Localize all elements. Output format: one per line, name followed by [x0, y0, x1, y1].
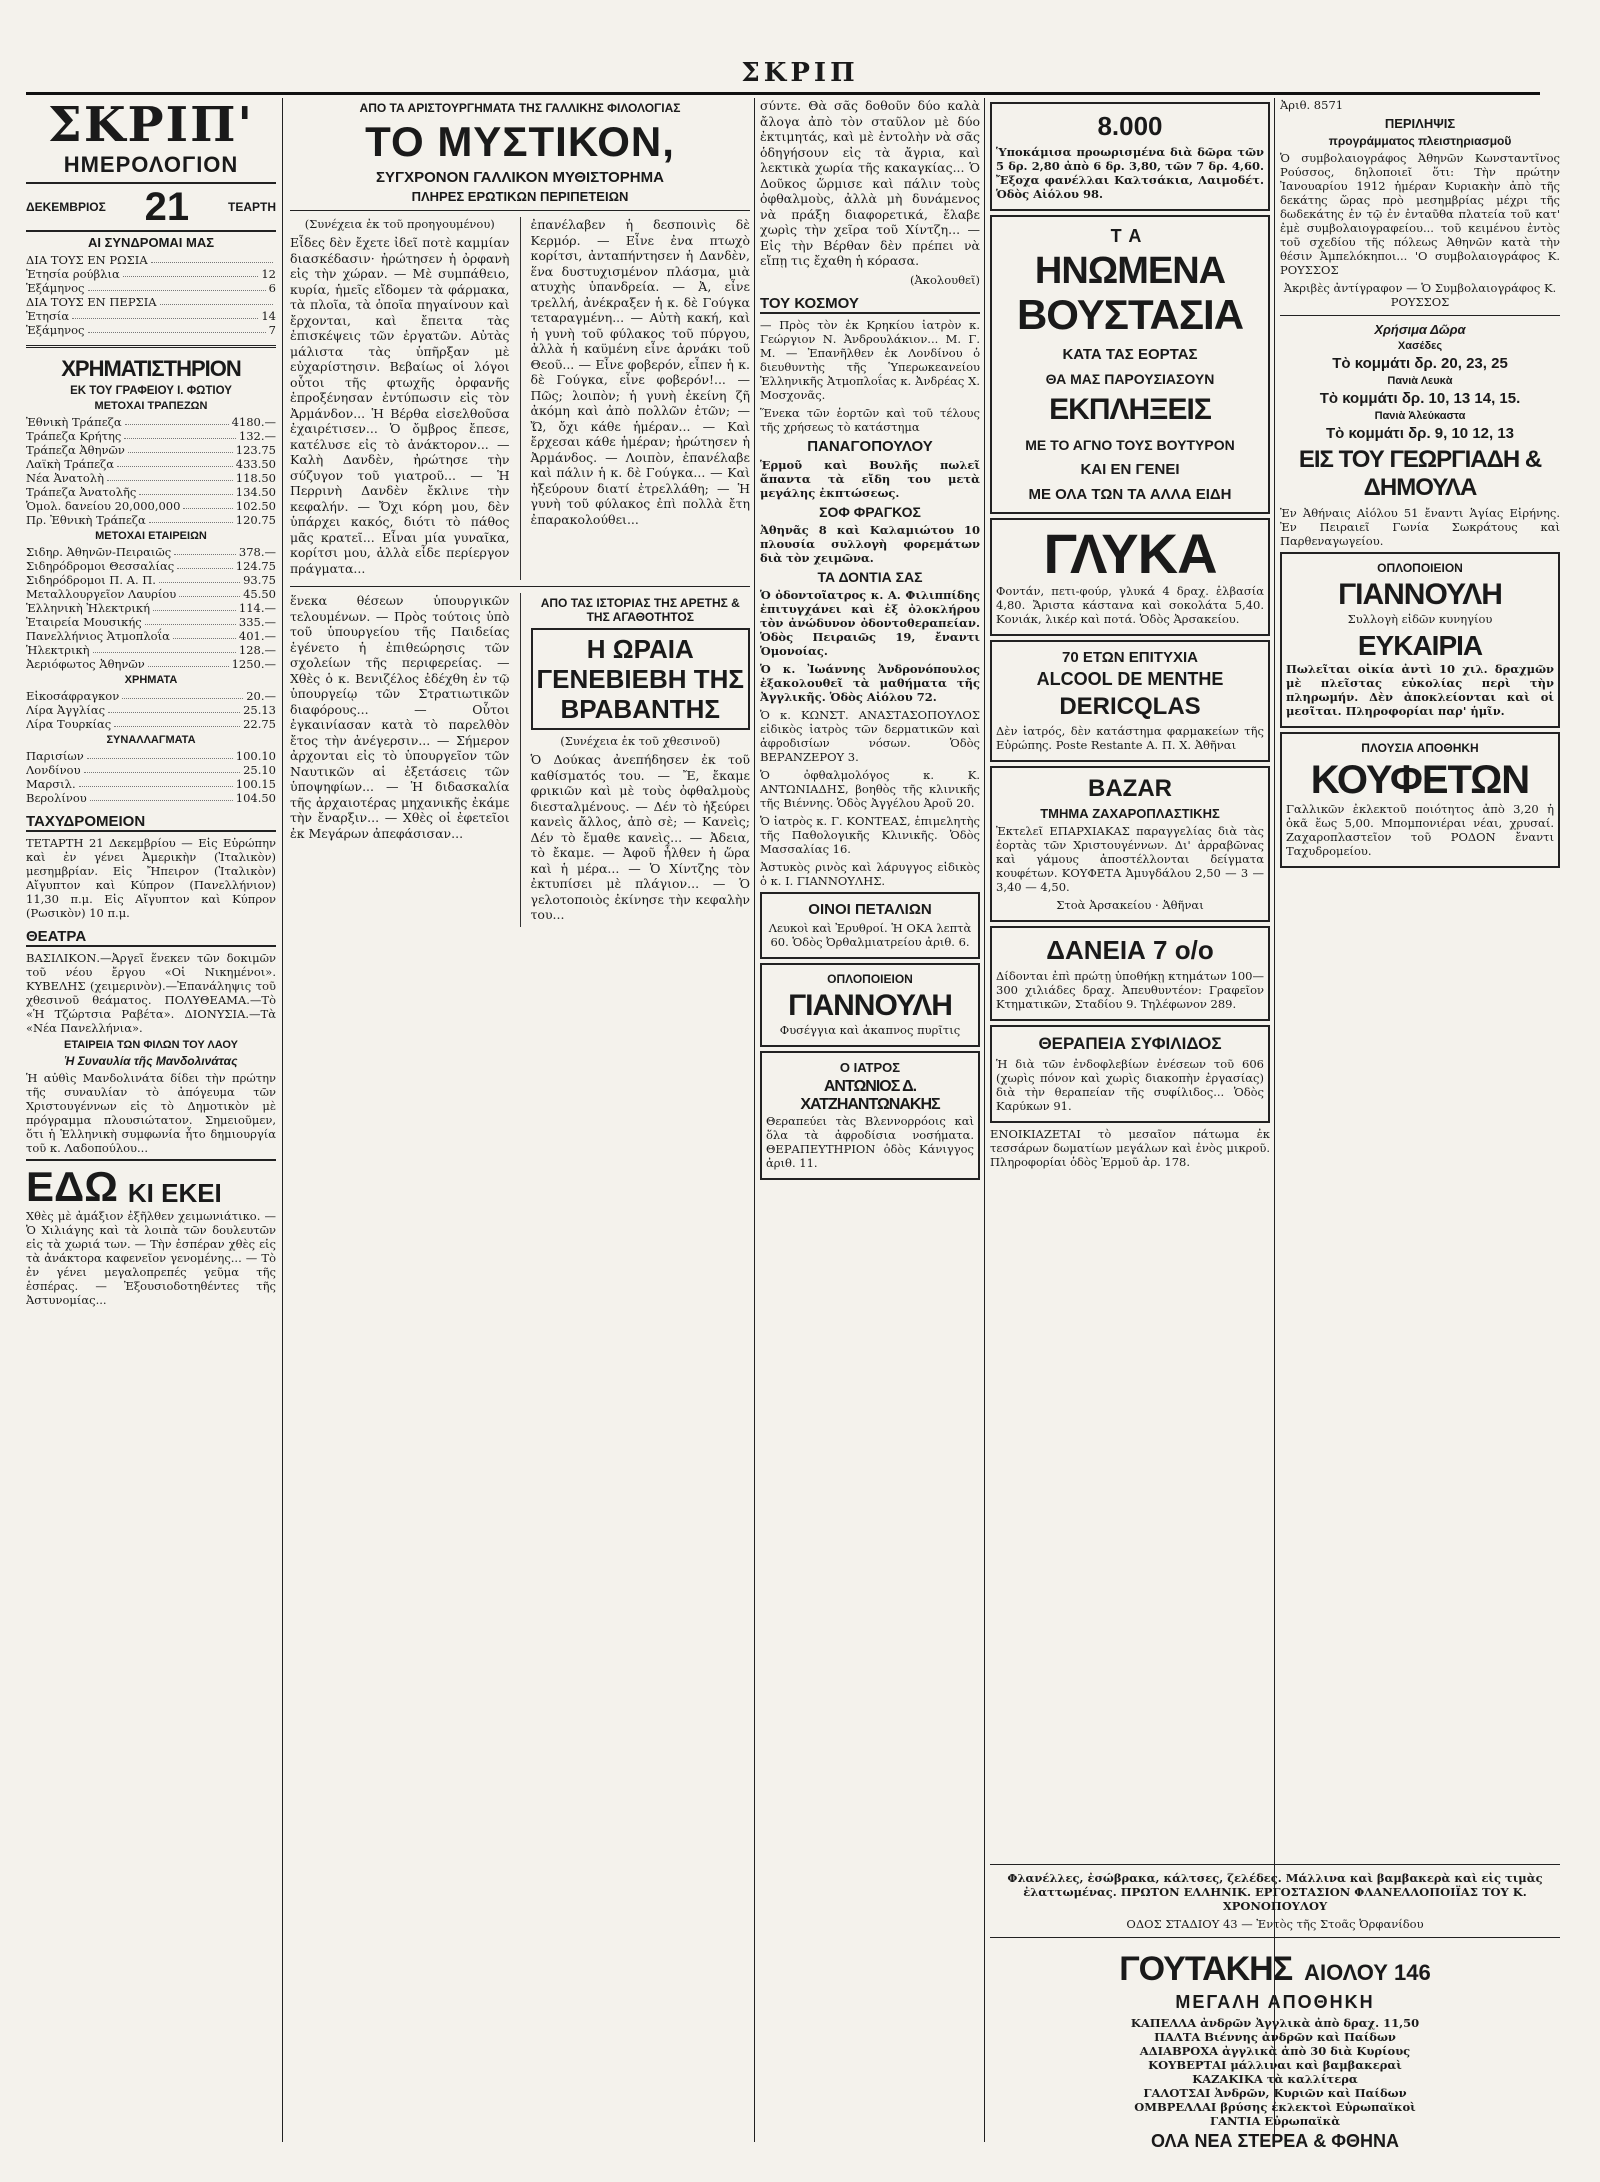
- ad-gunshop-name: ΓΙΑΝΝΟΥΛΗ: [788, 988, 952, 1022]
- wide-ad-goutakis-sub: ΜΕΓΑΛΗ ΑΠΟΘΗΚΗ: [1175, 1992, 1375, 2012]
- ad-sweets-box: [990, 518, 1270, 636]
- wide-ad-goutakis: [990, 1950, 1560, 2155]
- leader-dots: [117, 457, 233, 467]
- subscriptions-list: [26, 253, 276, 337]
- table-row: [26, 703, 276, 717]
- gifts-line-3: Πανιὰ Λευκὰ: [1387, 375, 1453, 387]
- story-title: Η ΩΡΑΙΑ ΓΕΝΕΒΙΕΒΗ ΤΗΣ ΒΡΑΒΑΝΤΗΣ: [536, 634, 744, 724]
- ad-dairies-ta: ΤΑ: [1110, 226, 1150, 246]
- row-value: 25.10: [243, 763, 276, 777]
- row-value: 93.75: [243, 573, 276, 587]
- serial-left-text: Εἶδες δὲν ἔχετε ἰδεῖ ποτὲ καμμίαν διασκέδασιν· ἠρώτησεν ἡ ὀρφανὴ εἰς τὴν χώραν. — Μὲ συμπάθειο, κυρία, ἡμεῖς εἴδομεν τὰ φάρμακα, τὰ πλοῖα, τὰ ὁποῖα πηγαίνουν καὶ ἔρχονται, καὶ ἔπειτα τὰς ἐπισκέψεις τῶν ἐργατῶν. Αὐτὰς μάλιστα τὰς ὑπῆρξαν μὲ εὐχαρίστησιν. Βεβαίως οἱ λόγοι οὗτοι τῆς φτωχῆς ὀρφανῆς ἐπροξένησαν ἐντύπωσιν εἰς τὸν Ἀρμάνδον... Ἡ Βέρθα εἰσελθοῦσα ἐχαιρέτισεν... Ὁ ὄμβρος ἔπεσε, κατέλυσε εἰς τὸ ἀνάκτορον... — Καλὴ Δανδὲν, ἠρώτησε τὴν σύζυγον τοῦ γιατροῦ... — Ἡ Περρινὴ Δανδὲν ἔκλινε τὴν κεφαλήν. — Ὄχι κόρη μου, δὲν ὑπάρχει κακός, διότι τὸ πάθος μᾶς κρατεῖ... Εἶναι μία γυναῖκα, κορίτσι μου, ἀλλὰ εἶδε περίεργον πράγματα...: [290, 235, 510, 576]
- notice-number: Ἀριθ. 8571: [1280, 98, 1344, 112]
- leader-dots: [79, 777, 233, 787]
- etaireia-heading: ΕΤΑΙΡΕΙΑ ΤΩΝ ΦΙΛΩΝ ΤΟΥ ΛΑΟΥ: [64, 1039, 238, 1051]
- row-label: Λίρα Τουρκίας: [26, 717, 112, 731]
- row-value: 4180.—: [231, 415, 276, 429]
- wide-ad-flannel-address: ΟΔΟΣ ΣΤΑΔΙΟΥ 43 — Ἐντὸς τῆς Στοᾶς Ὀρφανίδου: [1126, 1917, 1424, 1931]
- row-value: 132.—: [238, 429, 276, 443]
- list-item: ΑΔΙΑΒΡΟΧΑ ἀγγλικὰ ἀπὸ 30 διὰ Κυρίους: [1139, 2044, 1411, 2058]
- column-news-ads: [760, 98, 980, 2152]
- row-value: 335.—: [238, 615, 276, 629]
- row-label: Ἐθνικὴ Τράπεζα: [26, 415, 122, 429]
- notice-subtitle: προγράμματος πλειστηριασμοῦ: [1328, 134, 1512, 148]
- wide-ad-flannel: [990, 1858, 1560, 1944]
- column-rule: [984, 98, 985, 2142]
- leader-dots: [122, 689, 243, 699]
- leader-dots: [72, 309, 258, 319]
- ad-doctor-box: [760, 1051, 980, 1180]
- row-label: Μεταλλουργεῖον Λαυρίου: [26, 587, 177, 601]
- ad-menthe-text: Δὲν ἰατρός, δὲν κατάστημα φαρμακείων τῆς Εὐρώπης. Poste Restante Α. Π. Χ. Ἀθῆναι: [996, 724, 1264, 752]
- gifts-line-6: Τὸ κομμάτι δρ. 9, 10 12, 13: [1325, 425, 1515, 442]
- list-item: ΚΑΖΑΚΙΚΑ τὰ καλλίτερα: [1192, 2072, 1358, 2086]
- world-title: ΤΟΥ ΚΟΣΜΟΥ: [760, 295, 980, 314]
- table-row: [26, 629, 276, 643]
- row-value: 20.—: [246, 689, 276, 703]
- ad-bazar-text: Ἐκτελεῖ ΕΠΑΡΧΙΑΚΑΣ παραγγελίας διὰ τὰς ἑορτὰς τῶν Χριστουγέννων. Δι' ἀρραβῶνας καὶ γάμους ἀποστέλλονται δείγματα κουφέτων. ΚΟΥΦΕΤΑ Ἀμυγδάλου 2,50 — 3 — 3,40 — 4,50.: [996, 824, 1264, 894]
- leader-dots: [153, 601, 236, 611]
- row-value: 12: [261, 267, 276, 281]
- serial-subtitle: ΣΥΓΧΡΟΝΟΝ ΓΑΛΛΙΚΟΝ ΜΥΘΙΣΤΟΡΗΜΑ: [376, 169, 664, 186]
- leader-dots: [128, 443, 233, 453]
- list-item: ΓΑΛΟΤΣΑΙ Ἀνδρῶν, Κυριῶν καὶ Παίδων: [1143, 2086, 1407, 2100]
- leader-dots: [84, 763, 241, 773]
- table-row: [26, 253, 276, 267]
- divider: [990, 1937, 1560, 1938]
- ad-antoniadis: Ὁ ὀφθαλμολόγος κ. Κ. ΑΝΤΩΝΙΑΔΗΣ, βοηθὸς τῆς κλινικῆς τῆς Βιέννης. Ὁδὸς Ἀγγέλου Ἀροῦ 20.: [760, 767, 980, 810]
- gifts-line-2: Τὸ κομμάτι δρ. 20, 23, 25: [1332, 355, 1508, 372]
- leader-dots: [160, 295, 273, 305]
- ad-konteas: Ὁ ἰατρὸς κ. Γ. ΚΟΝΤΕΑΣ, ἐπιμελητὴς τῆς Παθολογικῆς Κλινικῆς. Ὁδὸς Μασσαλίας 16.: [760, 813, 980, 856]
- ad-wine-text: Λευκοὶ καὶ Ἐρυθροί. Ἡ ΟΚΑ λεπτὰ 60. Ὁδὸς Ὀρθαλμιατρείου ἀριθ. 6.: [768, 920, 972, 949]
- row-value: 124.75: [235, 559, 276, 573]
- row-label: Σιδηρόδρομοι Θεσσαλίας: [26, 559, 175, 573]
- wide-ad-goutakis-footer: ΟΛΑ ΝΕΑ ΣΤΕΡΕΑ & ΦΘΗΝΑ: [1150, 2131, 1400, 2151]
- ad-gunshop2-sub: Συλλογὴ εἰδῶν κυνηγίου: [1347, 612, 1493, 626]
- ad-opportunity-text: Πωλεῖται οἰκία ἀντὶ 10 χιλ. δραχμῶν μὲ πλεῖστας εὐκολίας περὶ τὴν πληρωμήν. Δὲν ἀποκλείονται καὶ οἱ μεσῖται. Πληροφορίαι παρ' ἡμῖν.: [1286, 662, 1554, 718]
- leader-dots: [149, 513, 233, 523]
- news-text: ἕνεκα θέσεων ὑπουργικῶν τελουμένων. — Πρὸς τούτοις ὑπὸ τοῦ ὑπουργείου τῆς Παιδείας ἐγένετο ἡ ἐπιθεώρησις τῶν σχολείων τῆς περιφερείας. — Χθὲς ὁ κ. Βενιζέλος ἐδέχθη ἐν τῷ ὑπουργείῳ τῶν Στρατιωτικῶν διαφόρους... — Οὗτοι ἐγκαινίασαν κατὰ τὸ παρελθὸν ἔτος τὴν ἀνέγερσιν... — Σήμερον ἀρχονται εἰς τὸ ὑπουργεῖον τῶν Ναυτικῶν αἱ ἐξετάσεις τῶν ὑποψηφίων... — Ἡ διδασκαλία τῆς ἀρχαιοτέρας μηχανικῆς ἐκάμε τὴν ἔναρξιν... — Χθὲς οἱ ἐφετεῖοι ἐκ Μεγάρων ἀπεφάσισαν...: [290, 593, 510, 841]
- ad-menthe-title: 70 ΕΤΩΝ ΕΠΙΤΥΧΙΑ: [1062, 649, 1198, 666]
- row-value: 1250.—: [231, 657, 276, 671]
- edo-heading: ΕΔΩ: [26, 1163, 118, 1210]
- ad-loans-box: [990, 926, 1270, 1021]
- story-continuation: (Συνέχεια ἐκ τοῦ χθεσινοῦ): [560, 734, 721, 748]
- serial-right-text: ἐπανέλαβεν ἡ δεσποινὶς δὲ Κερμόρ. — Εἶνε ἐνα πτωχὸ κορίτσι, ἀνταπήντησεν ἡ Δανδὲν, ἕνα δυστυχισμένον πλάσμα, μιὰ ατυχὴς ὑπανδρεία. — Ἀ, εἶνε τρελλή, ἀνέκραξεν ἡ κ. δὲ Γούγκα τεταραγμένη... — Αὐτὴ κακή, καὶ ἡ γυνὴ τοῦ φύλακος τοῦ πύργου, ἀλλὰ ἡ καϋμένη εἶνε ἀρνάκι τοῦ Θεοῦ... — Εἶνε φοβερόν, εἶπεν ἡ κ. δὲ Γούγκα, εἶνε φοβερόν!... — Πῶς; λοιπὸν; ἡ γυνὴ ἐκείνη ζῆ ἀκόμη καὶ ἀπὸ πολλῶν ἐτῶν; — Ὤ, ὄχι κάθε ἡμέραν... — Καὶ ἔρχεσαι κάθε ἡμέραν; ἠρώτησεν ἡ Ἀρμάνδος. — Λοιπὸν, ἐπανέλαβε καὶ πάλιν ἡ κ. δὲ Γούγκα... — Καὶ ἠξεύρουν διατί ἐτρελλάθη; — Ἡ γυνὴ τοῦ φύλακος ἐπὶ πολλὰ ἔτη ἐπαρακολούθει...: [530, 217, 750, 527]
- calendar-day: 21: [144, 185, 190, 229]
- leader-dots: [114, 717, 240, 727]
- leader-dots: [148, 657, 229, 667]
- row-label: Τράπεζα Ἀθηνῶν: [26, 443, 125, 457]
- ad-loans-title: ΔΑΝΕΙΑ 7 ο/ο: [1046, 935, 1214, 965]
- table-row: [26, 309, 276, 323]
- row-label: Πρ. Ἐθνικὴ Τράπεζα: [26, 513, 146, 527]
- banks-title: ΜΕΤΟΧΑΙ ΤΡΑΠΕΖΩΝ: [94, 400, 208, 412]
- ad-panagopoulou-text: Ἑρμοῦ καὶ Βουλῆς πωλεῖ ἅπαντα τὰ εἴδη του μετὰ μεγάλης ἐκπτώσεως.: [760, 457, 980, 500]
- row-label: ΔΙΑ ΤΟΥΣ ΕΝ ΠΕΡΣΙΑ: [26, 295, 157, 309]
- ad-koufeta-title: ΠΛΟΥΣΙΑ ΑΠΟΘΗΚΗ: [1361, 741, 1479, 755]
- table-row: [26, 559, 276, 573]
- row-label: Ἑξάμηνος: [26, 281, 85, 295]
- table-row: [26, 777, 276, 791]
- table-row: [26, 457, 276, 471]
- table-row: [26, 545, 276, 559]
- table-row: [26, 499, 276, 513]
- leader-dots: [88, 281, 266, 291]
- ad-gunshop2-title: ΟΠΛΟΠΟΙΕΙΟΝ: [1377, 561, 1463, 575]
- notice-text: Ὁ συμβολαιογράφος Ἀθηνῶν Κωνσταντῖνος Ρούσσος, δηλοποιεῖ ὅτι: Τὴν πρώτην Ἰανουαρίου 1912 ἡμέραν Κυριακὴν ἀπὸ τῆς δεκάτης ὥρας πρὸ μεσημβρίας μέχρι τῆς δωδεκάτης ἐν τῷ ἐν ἐνταῦθα πλατεία τοῦ κατ' ἐμὲ συμβολαιογραφείου... τοῦ κειμένου ἐντὸς τοῦ σχεδίου τῆς πόλεως Ἀθηνῶν κατὰ τὴν θέσιν Ἀμπελόκηποι... 'Ο συμβολαιογράφος Κ. ΡΟΥΣΣΟΣ: [1280, 151, 1560, 277]
- ad-doctor-name: ΑΝΤΩΝΙΟΣ Δ. ΧΑΤΖΗΑΝΤΩΝΑΚΗΣ: [800, 1077, 940, 1113]
- table-row: [26, 791, 276, 805]
- row-label: Νέα Ἀνατολὴ: [26, 471, 104, 485]
- column-notices: [1280, 98, 1560, 1852]
- row-value: 25.13: [243, 703, 276, 717]
- row-value: 14: [261, 309, 276, 323]
- column-rule: [754, 98, 755, 2142]
- leader-dots: [108, 703, 240, 713]
- gifts-address: Ἐν Ἀθήναις Αἰόλου 51 ἔναντι Ἁγίας Εἰρήνης. Ἐν Πειραιεῖ Γωνία Σωκράτους καὶ Παρθεναγωγείου.: [1280, 506, 1560, 548]
- row-value: 45.50: [243, 587, 276, 601]
- row-label: Πανελλήνιος Ἀτμοπλοΐα: [26, 629, 170, 643]
- ad-dairies-title-2: ΒΟΥΣΤΑΣΙΑ: [1016, 291, 1244, 338]
- row-value: 120.75: [235, 513, 276, 527]
- row-value: 378.—: [238, 545, 276, 559]
- banks-list: [26, 415, 276, 527]
- table-row: [26, 689, 276, 703]
- row-value: 6: [268, 281, 276, 295]
- ad-gunshop2-name: ΓΙΑΝΝΟΥΛΗ: [1338, 578, 1502, 611]
- gifts-line-5: Πανιὰ Ἀλεύκαστα: [1374, 410, 1466, 422]
- table-row: [26, 323, 276, 337]
- row-label: ΔΙΑ ΤΟΥΣ ΕΝ ΡΩΣΙΑ: [26, 253, 148, 267]
- ad-panagopoulou-intro: Ἕνεκα τῶν ἑορτῶν καὶ τοῦ τέλους τῆς χρήσεως τὸ κατάστημα: [760, 405, 980, 434]
- row-value: 433.50: [235, 457, 276, 471]
- table-row: [26, 471, 276, 485]
- coins-list: [26, 689, 276, 731]
- ad-shirts-text: Ὑποκάμισα προωρισμένα διὰ δῶρα τῶν 5 δρ. 2,80 ἀπὸ 6 δρ. 3,80, τῶν 7 δρ. 4,60. Ἔξοχα φανέλλαι Καλτσάκια, Λαιμοδέτ. Ὁδὸς Αἰόλου 98.: [996, 145, 1264, 201]
- table-row: [26, 749, 276, 763]
- table-row: [26, 513, 276, 527]
- ad-syphilis-text: Ἡ διὰ τῶν ἐνδοφλεβίων ἐνέσεων τοῦ 606 (χωρὶς πόνον καὶ χωρὶς διακοπὴν ἐργασίας) διὰ τὴν θεραπείαν τῆς συφίλιδος... Ὁδὸς Καρύκων 91.: [996, 1057, 1264, 1113]
- row-value: 100.15: [235, 777, 276, 791]
- gifts-line-4: Τὸ κομμάτι δρ. 10, 13 14, 15.: [1319, 390, 1521, 407]
- divider: [1280, 315, 1560, 316]
- wide-ad-goutakis-title: ΓΟΥΤΑΚΗΣ: [1119, 1950, 1293, 1988]
- list-item: ΠΑΛΤΑ Βιέννης ἀνδρῶν καὶ Παίδων: [1154, 2030, 1396, 2044]
- column-rule: [282, 98, 283, 2142]
- edo-text: Χθὲς μὲ ἀμάξιον ἐξῆλθεν χειμωνιάτικο. — Ὁ Χιλιάγης καὶ τὰ λοιπὰ τῶν δουλευτῶν εἰς τὰ χωριά των. — Τὴν ἐσπέραν χθὲς εἰς τὰ ἀνάκτορα καφενεῖον γενομένης... — Τὸ ἐν γένει μεγαλοπρεπές γεῦμα τῆς ἑσπέρας. — Ἐξουσιοδοτηθέντες τῆς Ἀστυνομίας...: [26, 1209, 276, 1307]
- row-label: Ἐταιρεία Μουσικής: [26, 615, 142, 629]
- ad-shirts-big: 8.000: [1097, 111, 1163, 141]
- column-calendar: [26, 98, 276, 2152]
- row-label: Τράπεζα Κρήτης: [26, 429, 122, 443]
- ad-koufeta-box: [1280, 732, 1560, 868]
- ad-loans-text: Δίδονται ἐπὶ πρώτῃ ὑποθήκῃ κτημάτων 100—300 χιλιάδες δραχ. Ἀπευθυντέον: Γραφεῖον Κτηματικῶν, Σταδίου 9. Τηλέφωνον 289.: [996, 969, 1264, 1011]
- calendar-month: ΔΕΚΕΜΒΡΙΟΣ: [26, 200, 106, 214]
- serial-subtitle-2: ΠΛΗΡΕΣ ΕΡΩΤΙΚΩΝ ΠΕΡΙΠΕΤΕΙΩΝ: [411, 189, 629, 204]
- table-row: [26, 587, 276, 601]
- ad-shirts-box: [990, 102, 1270, 211]
- row-value: 100.10: [235, 749, 276, 763]
- table-row: [26, 429, 276, 443]
- column-serial: [290, 98, 750, 2152]
- ad-dairies-box: [990, 215, 1270, 514]
- serial-continuation: (Συνέχεια ἐκ τοῦ προηγουμένου): [304, 217, 495, 231]
- table-row: [26, 267, 276, 281]
- subscriptions-title: ΑΙ ΣΥΝΔΡΟΜΑΙ ΜΑΣ: [87, 235, 215, 250]
- ad-sweets-title: ΓΛΥΚΑ: [1043, 522, 1217, 585]
- table-row: [26, 657, 276, 671]
- serial-end-text: σύντε. Θὰ σᾶς δοθοῦν δύο καλὰ ἄλογα ἀπὸ τὸν σταῦλον μὲ δύο ἐκτιμητάς, καὶ μὲ ἐντολὴν νὰ σᾶς ὁδηγήσουν εἰς τὰ ἄγρια, καὶ λεκτικὰ χωρία τῆς κακαγκίας... Ὁ Δοῦκος ὥρμισε καὶ πάλιν τοὺς ὀφθαλμοὺς, ἀλλὰ μὴ δυνάμενος νὰ πράξη διαφορετικά, ἔλαβε χωρὶς τὴν χεῖρα τοῦ Χίντζη... — Εἰς τὴν Βέρθαν δὲν πρέπει νὰ εἴπῃ τις ἔχαθη ἡ κόρασα.: [760, 98, 980, 268]
- leader-dots: [87, 749, 233, 759]
- leader-dots: [139, 485, 232, 495]
- notice-signature: Ἀκριβὲς ἀντίγραφον — Ὁ Συμβολαιογράφος Κ. ΡΟΥΣΣΟΣ: [1283, 281, 1557, 309]
- ad-dairies-title-1: ΗΝΩΜΕΝΑ: [1034, 250, 1226, 292]
- ad-dairies-line-3: ΕΚΠΛΗΞΕΙΣ: [1049, 393, 1211, 426]
- row-label: Ἀεριόφωτος Ἀθηνῶν: [26, 657, 145, 671]
- column-rule: [1274, 98, 1275, 2142]
- ad-dairies-line-1: ΚΑΤΑ ΤΑΣ ΕΟΡΤΑΣ: [1062, 346, 1198, 363]
- ad-andronopoulos: Ὁ κ. Ἰωάννης Ἀνδρονόπουλος ἐξακολουθεῖ τὰ μαθήματα τῆς Ἀγγλικῆς. Ὁδὸς Αἰόλου 72.: [760, 661, 980, 704]
- row-label: Παρισίων: [26, 749, 84, 763]
- row-label: Βερολίνου: [26, 791, 87, 805]
- row-label: Λίρα Ἀγγλίας: [26, 703, 106, 717]
- leader-dots: [179, 587, 240, 597]
- row-label: Τράπεζα Ἀνατολῆς: [26, 485, 137, 499]
- ad-dairies-line-2: ΘΑ ΜΑΣ ΠΑΡΟΥΣΙΑΣΟΥΝ: [1045, 371, 1215, 387]
- row-value: 22.75: [243, 717, 276, 731]
- row-label: Λαϊκὴ Τράπεζα: [26, 457, 115, 471]
- leader-dots: [183, 499, 232, 509]
- table-row: [26, 281, 276, 295]
- companies-title: ΜΕΤΟΧΑΙ ΕΤΑΙΡΕΙΩΝ: [95, 530, 207, 542]
- ad-gunshop-title: ΟΠΛΟΠΟΙΕΙΟΝ: [827, 971, 913, 986]
- wide-ad-goutakis-address: ΑΙΟΛΟΥ 146: [1304, 1960, 1431, 1985]
- post-title: ΤΑΧΥΔΡΟΜΕΙΟΝ: [26, 813, 276, 832]
- row-value: 102.50: [235, 499, 276, 513]
- leader-dots: [88, 323, 266, 333]
- ad-gunshop-sub: Φυσέγγια καὶ ἀκαπνος πυρῖτις: [779, 1022, 961, 1037]
- gifts-shop: ΕΙΣ ΤΟΥ ΓΕΩΡΓΙΑΔΗ & ΔΗΜΟΥΛΑ: [1298, 446, 1542, 501]
- row-label: Σιδηρ. Ἀθηνῶν-Πειραιῶς: [26, 545, 172, 559]
- list-item: ΚΑΠΕΛΛΑ ἀνδρῶν Ἀγγλικὰ ἀπὸ δραχ. 11,50: [1130, 2016, 1420, 2030]
- ekei-heading: ΚΙ ΕΚΕΙ: [127, 1178, 222, 1208]
- world-text: — Πρὸς τὸν ἐκ Κρηκίου ἰατρὸν κ. Γεώργιον Ν. Ἀνδρουλάκιον... Μ. Γ. Μ. — Ἐπανῆλθεν ἐκ Λονδίνου ὁ διευθυντὴς τῆς Ὑπερωκεανείου Ἑλληνικῆς Ἀτμοπλοΐας κ. Ἀνδρέας Χ. Μοσχονᾶς.: [760, 317, 980, 402]
- divider: [290, 586, 750, 587]
- ad-sweets-text: Φοντάν, πετι-φούρ, γλυκά 4 δραχ. ἑλβασία 4,80. Ἄριστα κάστανα καὶ σοκολάτα 5,40. Κονιάκ, λικέρ καὶ ποτά. Ὁδὸς Ἀρσακείου.: [996, 584, 1264, 626]
- ad-menthe-brand: DERICQLAS: [1059, 693, 1201, 720]
- notice-title: ΠΕΡΙΛΗΨΙΣ: [1384, 116, 1456, 131]
- synavlia-text: Ἡ αὐθὶς Μανδολινάτα δίδει τὴν πρώτην τῆς συναυλίαν τὸ ἀπόγευμα τῶν Χριστουγέννων εἰς τὸ Δημοτικὸν μὲ πρόγραμμα πλουσιώτατον. Σημειοῦμεν, ὅτι ἡ Ἑλληνικὴ συμφωνία ἦτο δημιουργία τοῦ κ. Λαδοπούλου...: [26, 1071, 276, 1155]
- leader-dots: [125, 415, 229, 425]
- coins-title: ΧΡΗΜΑΤΑ: [124, 674, 178, 686]
- row-label: Ἐτησία: [26, 309, 70, 323]
- ad-koufeta-text: Γαλλικῶν ἐκλεκτοῦ ποιότητος ἀπὸ 3,20 ἡ ὀκᾶ ἕως 5,00. Μπομπονιέραι νέαι, χρυσαί. Ζαχαροπλαστεῖον τοῦ ΡΟΔΟΝ ἔναντι Ταχυδρομείου.: [1286, 802, 1554, 858]
- ad-fragkos-text: Ἀθηνᾶς 8 καὶ Καλαμιώτου 10 πλουσία συλλογὴ φορεμάτων διὰ τὸν χειμῶνα.: [760, 522, 980, 565]
- companies-list: [26, 545, 276, 671]
- row-label: Ὁμολ. δανείου 20,000,000: [26, 499, 181, 513]
- leader-dots: [151, 253, 273, 263]
- row-value: 128.—: [238, 643, 276, 657]
- leader-dots: [174, 545, 236, 555]
- leader-dots: [145, 615, 236, 625]
- leader-dots: [107, 471, 233, 481]
- ad-fragkos-name: ΣΟΦ ΦΡΑΓΚΟΣ: [819, 503, 921, 520]
- ad-anastasopoulos: Ὁ κ. ΚΩΝΣΤ. ΑΝΑΣΤΑΣΟΠΟΥΛΟΣ εἰδικὸς ἰατρὸς τῶν δερματικῶν καὶ ἀφροδισίων νόσων. Ὁδὸς ΒΕΡΑΝΖΕΡΟΥ 3.: [760, 707, 980, 764]
- calendar-logo: ΣΚΡΙΠ': [47, 98, 255, 153]
- row-label: Μαρσιλ.: [26, 777, 76, 791]
- ad-gunshop-box: [760, 963, 980, 1047]
- gifts-title: Χρήσιμα Δῶρα: [1374, 322, 1466, 337]
- row-value: 114.—: [238, 601, 276, 615]
- synavlia-heading: Ἡ Συναυλία τῆς Μανδολινάτας: [64, 1054, 238, 1068]
- story-text: Ὁ Δούκας ἀνεπήδησεν ἐκ τοῦ καθίσματός του. — Ἔ, ἔκαμε φρικιῶν καὶ μὲ τοὺς ὀφθαλμοὺς διεσταλμένους. — Δέν τὸ ἠξεύρει κανεὶς ἄλλος, ἀπὸ σὲ; — Κανεὶς; Δέν τὸ ἔμαθε κανεὶς... — Ἀδεια, τὸ ἔκαμε. — Ἀφοῦ ἦλθεν ἡ ὥρα καὶ ἡ μέρα... — Ὁ Χίντζης τὸν ἐκτυπίσει μὲ πλάγιον... — Ὁ γελοτοποιὸς ἐκίνησε τὴν κεφαλὴν του...: [530, 752, 750, 922]
- exchange-subtitle: ΕΚ ΤΟΥ ΓΡΑΦΕΙΟΥ Ι. ΦΩΤΙΟΥ: [70, 385, 232, 397]
- ad-syphilis-title: ΘΕΡΑΠΕΙΑ ΣΥΦΙΛΙΔΟΣ: [1038, 1034, 1222, 1053]
- post-text: ΤΕΤΑΡΤΗ 21 Δεκεμβρίου — Εἰς Εὐρώπην καὶ ἐν γένει Ἀμερικὴν (Ἰταλικὸν) μεσημβρίαν. Εἰς Ἤπειρον (Ἰταλικὸν) Αἴγυπτον καὶ Κύπρον (Πανελλήνιον) 11,30 π.μ. Εἰς Αἴγυπτον καὶ Κύπρον (Ρωσικὸν) 10 π.μ.: [26, 836, 276, 920]
- leader-dots: [124, 429, 236, 439]
- ad-dairies-line-4: ΜΕ ΤΟ ΑΓΝΟ ΤΟΥΣ ΒΟΥΤΥΡΟΝ: [1025, 437, 1235, 453]
- table-row: [26, 763, 276, 777]
- divider: [290, 210, 750, 211]
- leader-dots: [173, 629, 236, 639]
- row-label: Ἡλεκτρικὴ: [26, 643, 90, 657]
- table-row: [26, 485, 276, 499]
- table-row: [26, 443, 276, 457]
- ad-bazar-address: Στοὰ Ἀρσακείου · Ἀθῆναι: [1056, 898, 1204, 912]
- row-label: Ἑλληνικὴ Ἠλεκτρική: [26, 601, 150, 615]
- serial-kicker: ΑΠΟ ΤΑ ΑΡΙΣΤΟΥΡΓΗΜΑΤΑ ΤΗΣ ΓΑΛΛΙΚΗΣ ΦΙΛΟΛΟΓΙΑΣ: [359, 101, 681, 115]
- ad-bazar-title: BAZAR: [1088, 775, 1172, 802]
- gifts-line-1: Χασέδες: [1397, 340, 1443, 352]
- column-ads: [990, 98, 1270, 1852]
- row-value: 123.75: [235, 443, 276, 457]
- calendar-weekday: ΤΕΑΡΤΗ: [228, 200, 276, 214]
- table-row: [26, 295, 276, 309]
- row-value: 401.—: [238, 629, 276, 643]
- list-item: ΓΑΝΤΙΑ Εὐρωπαϊκὰ: [1209, 2114, 1341, 2128]
- fx-list: [26, 749, 276, 805]
- theatre-title: ΘΕΑΤΡΑ: [26, 928, 276, 947]
- ad-syphilis-box: [990, 1025, 1270, 1123]
- serial-end-tail: (Ἀκολουθεῖ): [910, 272, 980, 287]
- divider: [26, 345, 276, 348]
- ad-doctor-text: Θεραπεύει τὰς Βλεννορρόοις καὶ ὅλα τὰ ἀφροδίσια νοσήματα. ΘΕΡΑΠΕΥΤΗΡΙΟΝ ὁδὸς Κάνιγγος ἀριθ. 11.: [766, 1113, 974, 1170]
- table-row: [26, 717, 276, 731]
- ad-rent-text: ΕΝΟΙΚΙΑΖΕΤΑΙ τὸ μεσαῖον πάτωμα ἐκ τεσσάρων δωματίων μεγάλων καὶ ἐνὸς μικροῦ. Πληροφορίαι ὁδὸς Ἐρμοῦ ἀρ. 178.: [990, 1127, 1270, 1169]
- exchange-title: ΧΡΗΜΑΤΙΣΤΗΡΙΟΝ: [61, 356, 241, 381]
- row-value: 104.50: [235, 791, 276, 805]
- ad-giannoulis-doc: Ἀστυκὸς ρινὸς καὶ λάρυγγος εἰδικὸς ὁ κ. Ι. ΓΙΑΝΝΟΥΛΗΣ.: [760, 859, 980, 888]
- table-row: [26, 415, 276, 429]
- calendar-subtitle: ΗΜΕΡΟΛΟΓΙΟΝ: [63, 152, 239, 177]
- story-title-box: [531, 628, 751, 730]
- row-label: Ἐτησία ρούβλια: [26, 267, 120, 281]
- top-rule: [26, 92, 1540, 95]
- list-item: ΚΟΥΒΕΡΤΑΙ μάλλιναι καὶ βαμβακεραὶ: [1148, 2058, 1402, 2072]
- divider: [990, 1864, 1560, 1865]
- ad-wine-box: [760, 892, 980, 959]
- masthead: ΣΚΡΙΠ: [741, 58, 859, 88]
- ad-opportunity-title: ΕΥΚΑΙΡΙΑ: [1357, 630, 1483, 661]
- row-label: Εἰκοσάφραγκον: [26, 689, 120, 703]
- ad-gunshop2-box: [1280, 552, 1560, 728]
- theatre-text: ΒΑΣΙΛΙΚΟΝ.—Ἀργεῖ ἕνεκεν τῶν δοκιμῶν τοῦ νέου ἔργου «Οἱ Νικημένοι». ΚΥΒΕΛΗΣ (χειμερινὸν).—Ἐπανάληψις τοῦ χθεσινοῦ θεάματος. ΠΟΛΥΘΕΑΜΑ.—Τὸ «Ἡ Τζώρτσια Ραβέτα». ΔΙΟΝΥΣΙΑ.—Τὰ «Νέα Πανελλήνια».: [26, 951, 276, 1035]
- fx-title: ΣΥΝΑΛΛΑΓΜΑΤΑ: [106, 734, 196, 746]
- table-row: [26, 615, 276, 629]
- wide-ad-flannel-text: Φλανέλλες, ἐσώβρακα, κάλτσες, ζελέδες. Μάλλινα καὶ βαμβακερὰ καὶ εἰς τιμὰς ἐλαττωμένας. ΠΡΩΤΟΝ ΕΛΛΗΝΙΚ. ΕΡΓΟΣΤΑΣΙΟΝ ΦΛΑΝΕΛΛΟΠΟΙΪΑΣ ΤΟΥ Κ. ΧΡΟΝΟΠΟΥΛΟΥ: [1007, 1871, 1543, 1913]
- table-row: [26, 643, 276, 657]
- ad-doctor-title: Ο ΙΑΤΡΟΣ: [839, 1059, 901, 1075]
- ad-panagopoulou-name: ΠΑΝΑΓΟΠΟΥΛΟΥ: [807, 437, 933, 455]
- row-value: 118.50: [235, 471, 276, 485]
- ad-teeth-title: ΤΑ ΔΟΝΤΙΑ ΣΑΣ: [817, 568, 923, 585]
- ad-bazar-box: [990, 766, 1270, 922]
- ad-bazar-sub: ΤΜΗΜΑ ΖΑΧΑΡΟΠΛΑΣΤΙΚΗΣ: [1040, 806, 1220, 821]
- leader-dots: [177, 559, 233, 569]
- table-row: [26, 601, 276, 615]
- leader-dots: [93, 643, 236, 653]
- leader-dots: [123, 267, 259, 277]
- serial-title: ΤΟ ΜΥΣΤΙΚΟΝ,: [365, 118, 675, 165]
- wide-ad-goutakis-items: [990, 2016, 1560, 2128]
- row-value: 7: [268, 323, 276, 337]
- table-row: [26, 573, 276, 587]
- story-kicker: ΑΠΟ ΤΑΣ ΙΣΤΟΡΙΑΣ ΤΗΣ ΑΡΕΤΗΣ & ΤΗΣ ΑΓΑΘΟΤΗΤΟΣ: [540, 596, 740, 624]
- row-label: Ἑξάμηνος: [26, 323, 85, 337]
- leader-dots: [159, 573, 240, 583]
- ad-teeth-text: Ὁ ὀδοντοῖατρος κ. Α. Φιλιππίδης ἐπιτυγχάνει καὶ ἐξ ὀλοκλήρου τὸν ἀνώδυνον ὀδοντοθεραπείαν. Ὁδὸς Πειραιῶς 19, ἔναντι Ὁμονοίας.: [760, 587, 980, 658]
- row-value: 134.50: [235, 485, 276, 499]
- ad-menthe-box: [990, 640, 1270, 762]
- ad-dairies-line-6: ΜΕ ΟΛΑ ΤΩΝ ΤΑ ΑΛΛΑ ΕΙΔΗ: [1028, 486, 1232, 503]
- ad-wine-title: ΟΙΝΟΙ ΠΕΤΑΛΙΩΝ: [808, 900, 932, 918]
- ad-koufeta-big: ΚΟΥΦΕΤΩΝ: [1310, 758, 1530, 802]
- row-label: Σιδηρόδρομοι Π. Α. Π.: [26, 573, 156, 587]
- list-item: ΟΜΒΡΕΛΛΑΙ βρύσης ἐκλεκτοὶ Εὐρωπαϊκοὶ: [1134, 2100, 1416, 2114]
- ad-menthe-name: ALCOOL DE MENTHE: [1036, 669, 1224, 689]
- ad-dairies-line-5: ΚΑΙ ΕΝ ΓΕΝΕΙ: [1080, 461, 1180, 478]
- row-label: Λονδίνου: [26, 763, 81, 777]
- leader-dots: [90, 791, 233, 801]
